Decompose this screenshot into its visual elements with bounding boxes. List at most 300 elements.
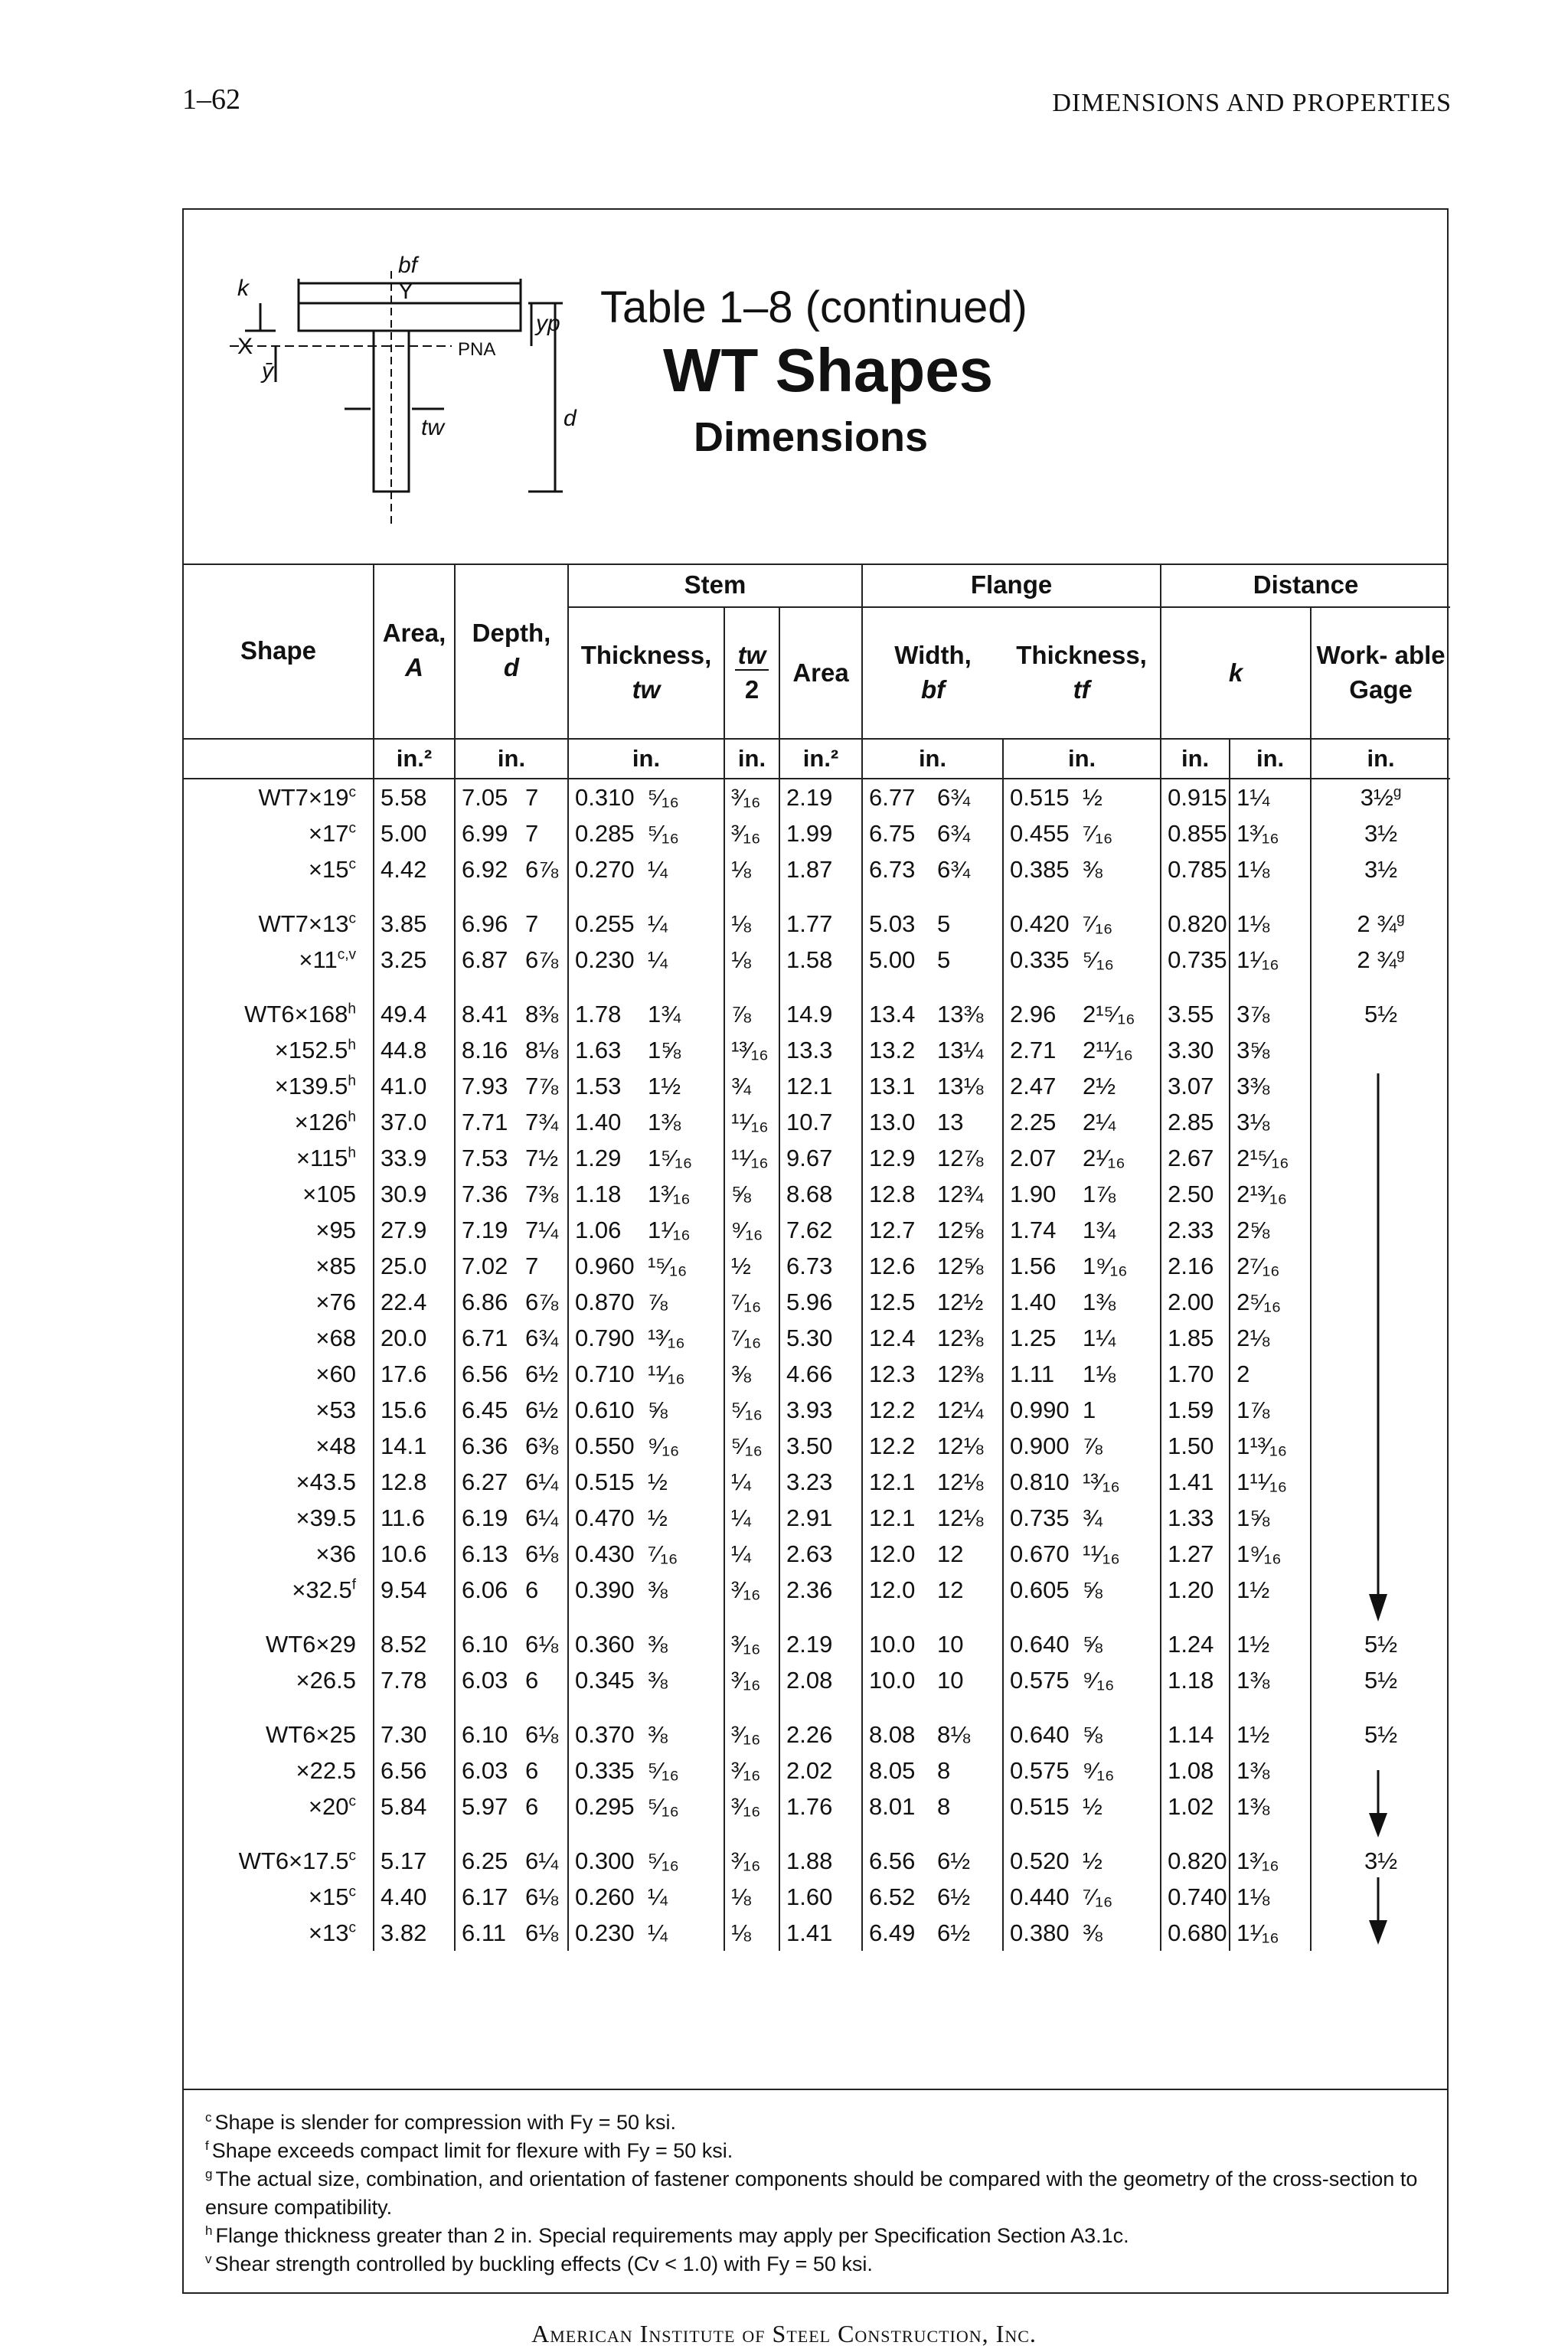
gage-arrow-wt6-17-5: [1363, 1877, 1393, 1946]
unit-cell: in.: [1003, 739, 1161, 779]
kdes-cell: 1.14: [1161, 1717, 1230, 1753]
area-cell: 12.8: [374, 1464, 455, 1500]
table-row: [184, 1284, 1450, 1320]
table-row: [184, 1356, 1450, 1392]
shape-cell: ×76: [315, 1289, 356, 1315]
wt-section-diagram: [214, 248, 582, 539]
kdet-cell: 3⅛: [1230, 1104, 1311, 1140]
table-row: [184, 1717, 1450, 1753]
diagram-label-pna: PNA: [458, 339, 496, 360]
sarea-cell: 7.62: [779, 1212, 862, 1248]
tf_frac-cell: ⅜: [1083, 1919, 1102, 1946]
d_frac-cell: 6⅛: [525, 1631, 559, 1658]
tw2-cell: ⁷⁄₁₆: [724, 1320, 779, 1356]
kdet-cell: 3⅜: [1230, 1068, 1311, 1104]
unit-cell: in.²: [374, 739, 455, 779]
kdes-cell: 2.00: [1161, 1284, 1230, 1320]
bf-cell: 12.0: [862, 1536, 931, 1572]
area-cell: 5.17: [374, 1843, 455, 1879]
kdet-cell: 1⅛: [1230, 906, 1311, 942]
kdet-cell: 1⅜: [1230, 1753, 1311, 1788]
footnote: $^g$ The actual size, combination, and orientation of fastener components should be compared with the geometry of the cross-section to ensure compatibility.: [205, 2167, 1418, 2219]
tf_frac-cell: ⁵⁄₁₆: [1083, 946, 1115, 973]
tw2-cell: ¹¹⁄₁₆: [724, 1104, 779, 1140]
tw2-cell: ³⁄₁₆: [724, 1626, 779, 1662]
sarea-cell: 5.30: [779, 1320, 862, 1356]
d_frac-cell: 7¾: [525, 1109, 559, 1135]
table-row: [184, 779, 1450, 815]
bf-cell: 12.2: [862, 1428, 931, 1464]
tw_frac-cell: ⁵⁄₁₆: [648, 1793, 680, 1820]
footnote: $^v$ Shear strength controlled by buckling effects (Cv < 1.0) with Fy = 50 ksi.: [205, 2252, 873, 2275]
unit-cell: in.: [1230, 739, 1311, 779]
kdet-cell: 1⁹⁄₁₆: [1230, 1536, 1311, 1572]
d-cell: 6.25: [455, 1843, 519, 1879]
bf-cell: 12.8: [862, 1176, 931, 1212]
kdet-cell: 1³⁄₁₆: [1230, 815, 1311, 851]
tw_frac-cell: 1¹⁄₁₆: [648, 1217, 691, 1243]
footnotes: [184, 2089, 1447, 2292]
unit-cell: in.²: [779, 739, 862, 779]
sarea-cell: 2.63: [779, 1536, 862, 1572]
bf_frac-cell: 5: [937, 910, 951, 937]
d_frac-cell: 6½: [525, 1396, 559, 1423]
tf_frac-cell: ¾: [1083, 1504, 1102, 1531]
kdet-cell: 2⁷⁄₁₆: [1230, 1248, 1311, 1284]
shape-cell: ×105: [302, 1181, 356, 1207]
tw-cell: 0.610: [568, 1392, 642, 1428]
group-gap: [184, 1698, 1450, 1717]
tw_frac-cell: ⅜: [648, 1631, 668, 1658]
kdes-cell: 0.820: [1161, 906, 1230, 942]
tf_frac-cell: 2¹⁵⁄₁₆: [1083, 1001, 1135, 1027]
tf-cell: 1.11: [1003, 1356, 1076, 1392]
kdet-cell: 1³⁄₁₆: [1230, 1843, 1311, 1879]
table-row: [184, 851, 1450, 887]
tw-cell: 0.870: [568, 1284, 642, 1320]
kdet-cell: 2⅝: [1230, 1212, 1311, 1248]
tw2-cell: ⅝: [724, 1176, 779, 1212]
running-head: DIMENSIONS AND PROPERTIES: [1052, 89, 1452, 117]
tw2-cell: ⁵⁄₁₆: [724, 1392, 779, 1428]
kdet-cell: 1½: [1230, 1717, 1311, 1753]
d_frac-cell: 6⅞: [525, 946, 559, 973]
d-cell: 7.19: [455, 1212, 519, 1248]
bf-cell: 12.1: [862, 1464, 931, 1500]
header-stem-thickness: Thickness, tw: [568, 607, 724, 739]
area-cell: 14.1: [374, 1428, 455, 1464]
bf-cell: 12.6: [862, 1248, 931, 1284]
table-row: [184, 1032, 1450, 1068]
units-blank: [184, 739, 374, 779]
tw-cell: 0.270: [568, 851, 642, 887]
bf-cell: 5.00: [862, 942, 931, 978]
table-frame: [182, 208, 1449, 2294]
tw-cell: 0.285: [568, 815, 642, 851]
kdes-cell: 0.740: [1161, 1879, 1230, 1915]
tw2-cell: ³⁄₁₆: [724, 1788, 779, 1824]
table-row: [184, 996, 1450, 1032]
shape-cell: $WT7\times 13^c$: [258, 910, 356, 937]
d-cell: 7.53: [455, 1140, 519, 1176]
header-gage: Work- able Gage: [1311, 607, 1450, 739]
d_frac-cell: 6⅛: [525, 1540, 559, 1567]
kdes-cell: 3.30: [1161, 1032, 1230, 1068]
kdes-cell: 2.33: [1161, 1212, 1230, 1248]
area-cell: 37.0: [374, 1104, 455, 1140]
kdet-cell: 2⁵⁄₁₆: [1230, 1284, 1311, 1320]
tw-cell: 0.360: [568, 1626, 642, 1662]
tw-cell: 0.335: [568, 1753, 642, 1788]
bf_frac-cell: 12¼: [937, 1396, 984, 1423]
tf_frac-cell: ⁷⁄₁₆: [1083, 820, 1113, 847]
tf_frac-cell: ½: [1083, 1793, 1102, 1820]
tf-cell: 2.71: [1003, 1032, 1076, 1068]
tf-cell: 1.74: [1003, 1212, 1076, 1248]
table-row: [184, 1843, 1450, 1879]
bf-cell: 6.77: [862, 779, 931, 815]
kdet-cell: 1½: [1230, 1626, 1311, 1662]
area-cell: 7.30: [374, 1717, 455, 1753]
table-row: [184, 1392, 1450, 1428]
unit-cell: in.: [724, 739, 779, 779]
tf_frac-cell: 2¹⁄₁₆: [1083, 1145, 1125, 1171]
tw_frac-cell: 1⅝: [648, 1037, 681, 1063]
tw_frac-cell: ¼: [648, 1883, 668, 1910]
tw_frac-cell: ⅝: [648, 1396, 668, 1423]
sarea-cell: 2.19: [779, 779, 862, 815]
kdes-cell: 1.08: [1161, 1753, 1230, 1788]
d-cell: 6.03: [455, 1753, 519, 1788]
bf-cell: 6.73: [862, 851, 931, 887]
d-cell: 6.86: [455, 1284, 519, 1320]
table-row: [184, 1068, 1450, 1104]
unit-cell: in.: [568, 739, 724, 779]
d_frac-cell: 6⅛: [525, 1883, 559, 1910]
gage-cell: 3½: [1311, 1843, 1450, 1879]
bf_frac-cell: 13⅜: [937, 1001, 984, 1027]
tw-cell: 0.230: [568, 1915, 642, 1951]
shape-cell: ×39.5: [296, 1504, 356, 1531]
gage-arrow-wt6-168: [1363, 1073, 1393, 1625]
area-cell: 17.6: [374, 1356, 455, 1392]
tf_frac-cell: 1⅞: [1083, 1181, 1116, 1207]
footnote: $^h$ Flange thickness greater than 2 in. Special requirements may apply per Specification Section A3.1c.: [205, 2223, 1129, 2247]
tw2-cell: ³⁄₁₆: [724, 815, 779, 851]
tw2-cell: ³⁄₁₆: [724, 1662, 779, 1698]
sarea-cell: 1.58: [779, 942, 862, 978]
kdes-cell: 0.680: [1161, 1915, 1230, 1951]
bf-cell: 8.01: [862, 1788, 931, 1824]
bf_frac-cell: 8: [937, 1757, 951, 1784]
sarea-cell: 1.41: [779, 1915, 862, 1951]
tw-cell: 0.255: [568, 906, 642, 942]
kdet-cell: 1⅛: [1230, 1879, 1311, 1915]
shape-cell: ×48: [315, 1432, 356, 1459]
tf_frac-cell: ⅝: [1083, 1721, 1102, 1748]
sarea-cell: 9.67: [779, 1140, 862, 1176]
sarea-cell: 1.76: [779, 1788, 862, 1824]
bf-cell: 10.0: [862, 1662, 931, 1698]
area-cell: 5.00: [374, 815, 455, 851]
tf-cell: 2.07: [1003, 1140, 1076, 1176]
d_frac-cell: 6: [525, 1576, 539, 1603]
d_frac-cell: 6⅞: [525, 856, 559, 883]
kdet-cell: 2: [1230, 1356, 1311, 1392]
tw-cell: 0.430: [568, 1536, 642, 1572]
kdet-cell: 1¼: [1230, 779, 1311, 815]
tw-cell: 0.515: [568, 1464, 642, 1500]
tw_frac-cell: ¼: [648, 1919, 668, 1946]
tf_frac-cell: ⅝: [1083, 1631, 1102, 1658]
tw_frac-cell: ⁵⁄₁₆: [648, 784, 680, 811]
shape-cell: $\times 13^c$: [308, 1919, 356, 1946]
bf_frac-cell: 13: [937, 1109, 964, 1135]
sarea-cell: 4.66: [779, 1356, 862, 1392]
area-cell: 33.9: [374, 1140, 455, 1176]
tw2-cell: ³⁄₁₆: [724, 1717, 779, 1753]
kdes-cell: 1.85: [1161, 1320, 1230, 1356]
table-number: Table 1–8 (continued): [600, 283, 1027, 332]
sarea-cell: 14.9: [779, 996, 862, 1032]
shape-cell: ×53: [315, 1396, 356, 1423]
gage-cell: 5½: [1311, 1626, 1450, 1662]
d-cell: 6.10: [455, 1717, 519, 1753]
d-cell: 7.71: [455, 1104, 519, 1140]
shape-cell: ×36: [315, 1540, 356, 1567]
sarea-cell: 1.87: [779, 851, 862, 887]
tf_frac-cell: ¹¹⁄₁₆: [1083, 1540, 1120, 1567]
tw_frac-cell: 1⅜: [648, 1109, 681, 1135]
tw_frac-cell: ⁷⁄₁₆: [648, 1540, 678, 1567]
gage-cell: 3½: [1311, 851, 1450, 887]
table-row: [184, 1788, 1450, 1824]
kdes-cell: 3.07: [1161, 1068, 1230, 1104]
table-row: [184, 815, 1450, 851]
kdes-cell: 0.735: [1161, 942, 1230, 978]
gage-cell: 2 ¾$^g$: [1311, 906, 1450, 942]
tw2-cell: ¼: [724, 1464, 779, 1500]
tf_frac-cell: 1⅜: [1083, 1289, 1116, 1315]
tf_frac-cell: ⅞: [1083, 1432, 1102, 1459]
d_frac-cell: 6¼: [525, 1847, 559, 1874]
kdes-cell: 0.915: [1161, 779, 1230, 815]
sarea-cell: 12.1: [779, 1068, 862, 1104]
tw2-cell: ¾: [724, 1068, 779, 1104]
shape-cell: $\times 11^{c,v}$: [299, 946, 356, 973]
area-cell: 25.0: [374, 1248, 455, 1284]
header-area: Area, A: [374, 564, 455, 739]
sarea-cell: 1.88: [779, 1843, 862, 1879]
tw2-cell: ⁹⁄₁₆: [724, 1212, 779, 1248]
header-flange: Flange: [862, 564, 1161, 607]
sarea-cell: 5.96: [779, 1284, 862, 1320]
tf-cell: 0.380: [1003, 1915, 1076, 1951]
d_frac-cell: 6¼: [525, 1468, 559, 1495]
tw-cell: 0.310: [568, 779, 642, 815]
tf_frac-cell: 2¹¹⁄₁₆: [1083, 1037, 1134, 1063]
bf_frac-cell: 12: [937, 1540, 964, 1567]
tw-cell: 0.345: [568, 1662, 642, 1698]
diagram-label-bf: bf: [398, 253, 418, 278]
tf-cell: 1.56: [1003, 1248, 1076, 1284]
tw_frac-cell: 1³⁄₁₆: [648, 1181, 691, 1207]
bf-cell: 13.4: [862, 996, 931, 1032]
tf-cell: 0.900: [1003, 1428, 1076, 1464]
tf_frac-cell: ⅝: [1083, 1576, 1102, 1603]
header-flange-width: Width, bf: [862, 607, 1003, 739]
tw-cell: 1.40: [568, 1104, 642, 1140]
table-row: [184, 1753, 1450, 1788]
tw2-cell: ³⁄₁₆: [724, 1572, 779, 1608]
tw_frac-cell: ⁵⁄₁₆: [648, 820, 680, 847]
group-gap: [184, 887, 1450, 906]
gage-cell: 3½$^g$: [1311, 779, 1450, 815]
bf-cell: 6.56: [862, 1843, 931, 1879]
bf-cell: 12.0: [862, 1572, 931, 1608]
d-cell: 6.87: [455, 942, 519, 978]
tw-cell: 1.29: [568, 1140, 642, 1176]
sarea-cell: 1.60: [779, 1879, 862, 1915]
dimensions-table: [184, 564, 1450, 1951]
bf-cell: 12.3: [862, 1356, 931, 1392]
area-cell: 5.84: [374, 1788, 455, 1824]
tw_frac-cell: 1½: [648, 1073, 681, 1099]
tw-cell: 0.260: [568, 1879, 642, 1915]
area-cell: 22.4: [374, 1284, 455, 1320]
table-row: [184, 1626, 1450, 1662]
tf-cell: 0.385: [1003, 851, 1076, 887]
d-cell: 6.45: [455, 1392, 519, 1428]
shape-cell: ×95: [315, 1217, 356, 1243]
tw_frac-cell: ½: [648, 1468, 668, 1495]
kdes-cell: 1.18: [1161, 1662, 1230, 1698]
bf_frac-cell: 12⅛: [937, 1432, 984, 1459]
area-cell: 15.6: [374, 1392, 455, 1428]
shape-cell: $WT7\times 19^c$: [258, 784, 356, 811]
gage-cell: 5½: [1311, 1717, 1450, 1753]
d_frac-cell: 7¼: [525, 1217, 559, 1243]
title-area: [184, 210, 1447, 565]
kdes-cell: 3.55: [1161, 996, 1230, 1032]
diagram-label-ybar: ȳ: [262, 358, 273, 384]
d-cell: 7.93: [455, 1068, 519, 1104]
tw2-cell: ⅛: [724, 942, 779, 978]
tf-cell: 0.420: [1003, 906, 1076, 942]
tf_frac-cell: ⁹⁄₁₆: [1083, 1757, 1115, 1784]
shape-cell: $\times 15^c$: [308, 856, 356, 883]
sarea-cell: 13.3: [779, 1032, 862, 1068]
tw-cell: 0.790: [568, 1320, 642, 1356]
table-title: WT Shapes: [663, 336, 994, 404]
table-row: [184, 1176, 1450, 1212]
area-cell: 3.85: [374, 906, 455, 942]
group-gap: [184, 1608, 1450, 1626]
d_frac-cell: 8⅛: [525, 1037, 559, 1063]
d_frac-cell: 6⅛: [525, 1721, 559, 1748]
unit-cell: in.: [1311, 739, 1450, 779]
tf_frac-cell: ⁷⁄₁₆: [1083, 1883, 1113, 1910]
d-cell: 6.17: [455, 1879, 519, 1915]
area-cell: 3.82: [374, 1915, 455, 1951]
kdes-cell: 2.85: [1161, 1104, 1230, 1140]
tf-cell: 0.670: [1003, 1536, 1076, 1572]
footnote: $^c$ Shape is slender for compression with Fy = 50 ksi.: [205, 2110, 677, 2134]
kdet-cell: 3⅝: [1230, 1032, 1311, 1068]
tf-cell: 0.440: [1003, 1879, 1076, 1915]
gage-cell: 2 ¾$^g$: [1311, 942, 1450, 978]
tw2-cell: ⅜: [724, 1356, 779, 1392]
gage-cell: 3½: [1311, 815, 1450, 851]
sarea-cell: 2.26: [779, 1717, 862, 1753]
bf-cell: 13.2: [862, 1032, 931, 1068]
bf-cell: 12.9: [862, 1140, 931, 1176]
kdes-cell: 1.59: [1161, 1392, 1230, 1428]
area-cell: 41.0: [374, 1068, 455, 1104]
bf-cell: 5.03: [862, 906, 931, 942]
tf-cell: 2.96: [1003, 996, 1076, 1032]
tf_frac-cell: ¹³⁄₁₆: [1083, 1468, 1120, 1495]
d-cell: 6.96: [455, 906, 519, 942]
bf_frac-cell: 12⅝: [937, 1253, 984, 1279]
tw-cell: 0.370: [568, 1717, 642, 1753]
tw2-cell: ⅞: [724, 996, 779, 1032]
table-row: [184, 1915, 1450, 1951]
kdes-cell: 1.50: [1161, 1428, 1230, 1464]
tf-cell: 2.47: [1003, 1068, 1076, 1104]
unit-cell: in.: [862, 739, 1003, 779]
tf_frac-cell: ⁷⁄₁₆: [1083, 910, 1113, 937]
bf-cell: 12.4: [862, 1320, 931, 1356]
publisher-footer: American Institute of Steel Construction, Inc.: [531, 2320, 1037, 2347]
tw_frac-cell: ¼: [648, 856, 668, 883]
tw_frac-cell: ⅞: [648, 1289, 668, 1315]
tw2-cell: ³⁄₁₆: [724, 1753, 779, 1788]
tw2-cell: ⅛: [724, 1879, 779, 1915]
tf_frac-cell: ½: [1083, 1847, 1102, 1874]
header-stem: Stem: [568, 564, 862, 607]
tf-cell: 1.90: [1003, 1176, 1076, 1212]
tw_frac-cell: ⁵⁄₁₆: [648, 1847, 680, 1874]
bf_frac-cell: 6¾: [937, 784, 971, 811]
kdet-cell: 1⅞: [1230, 1392, 1311, 1428]
d_frac-cell: 6: [525, 1667, 539, 1694]
bf_frac-cell: 6½: [937, 1919, 971, 1946]
kdet-cell: 1⅝: [1230, 1500, 1311, 1536]
footnote: $^f$ Shape exceeds compact limit for flexure with Fy = 50 ksi.: [205, 2138, 733, 2162]
area-cell: 4.40: [374, 1879, 455, 1915]
shape-cell: WT6×25: [265, 1721, 356, 1748]
tw-cell: 0.550: [568, 1428, 642, 1464]
diagram-label-y: Y: [398, 279, 414, 304]
tw2-cell: ¹¹⁄₁₆: [724, 1140, 779, 1176]
sarea-cell: 3.50: [779, 1428, 862, 1464]
tf-cell: 0.335: [1003, 942, 1076, 978]
tw2-cell: ⅛: [724, 851, 779, 887]
shape-cell: $WT6\times 168^h$: [244, 1001, 356, 1027]
tf_frac-cell: 1¾: [1083, 1217, 1116, 1243]
tw_frac-cell: ¹¹⁄₁₆: [648, 1361, 685, 1387]
table-row: [184, 1248, 1450, 1284]
table-row: [184, 1662, 1450, 1698]
table-row: [184, 1428, 1450, 1464]
header-flange-thickness: Thickness, tf: [1016, 641, 1147, 704]
d-cell: 8.41: [455, 996, 519, 1032]
d_frac-cell: 7: [525, 1253, 539, 1279]
table-row: [184, 1464, 1450, 1500]
table-row: [184, 1500, 1450, 1536]
page-number: 1–62: [182, 83, 240, 116]
